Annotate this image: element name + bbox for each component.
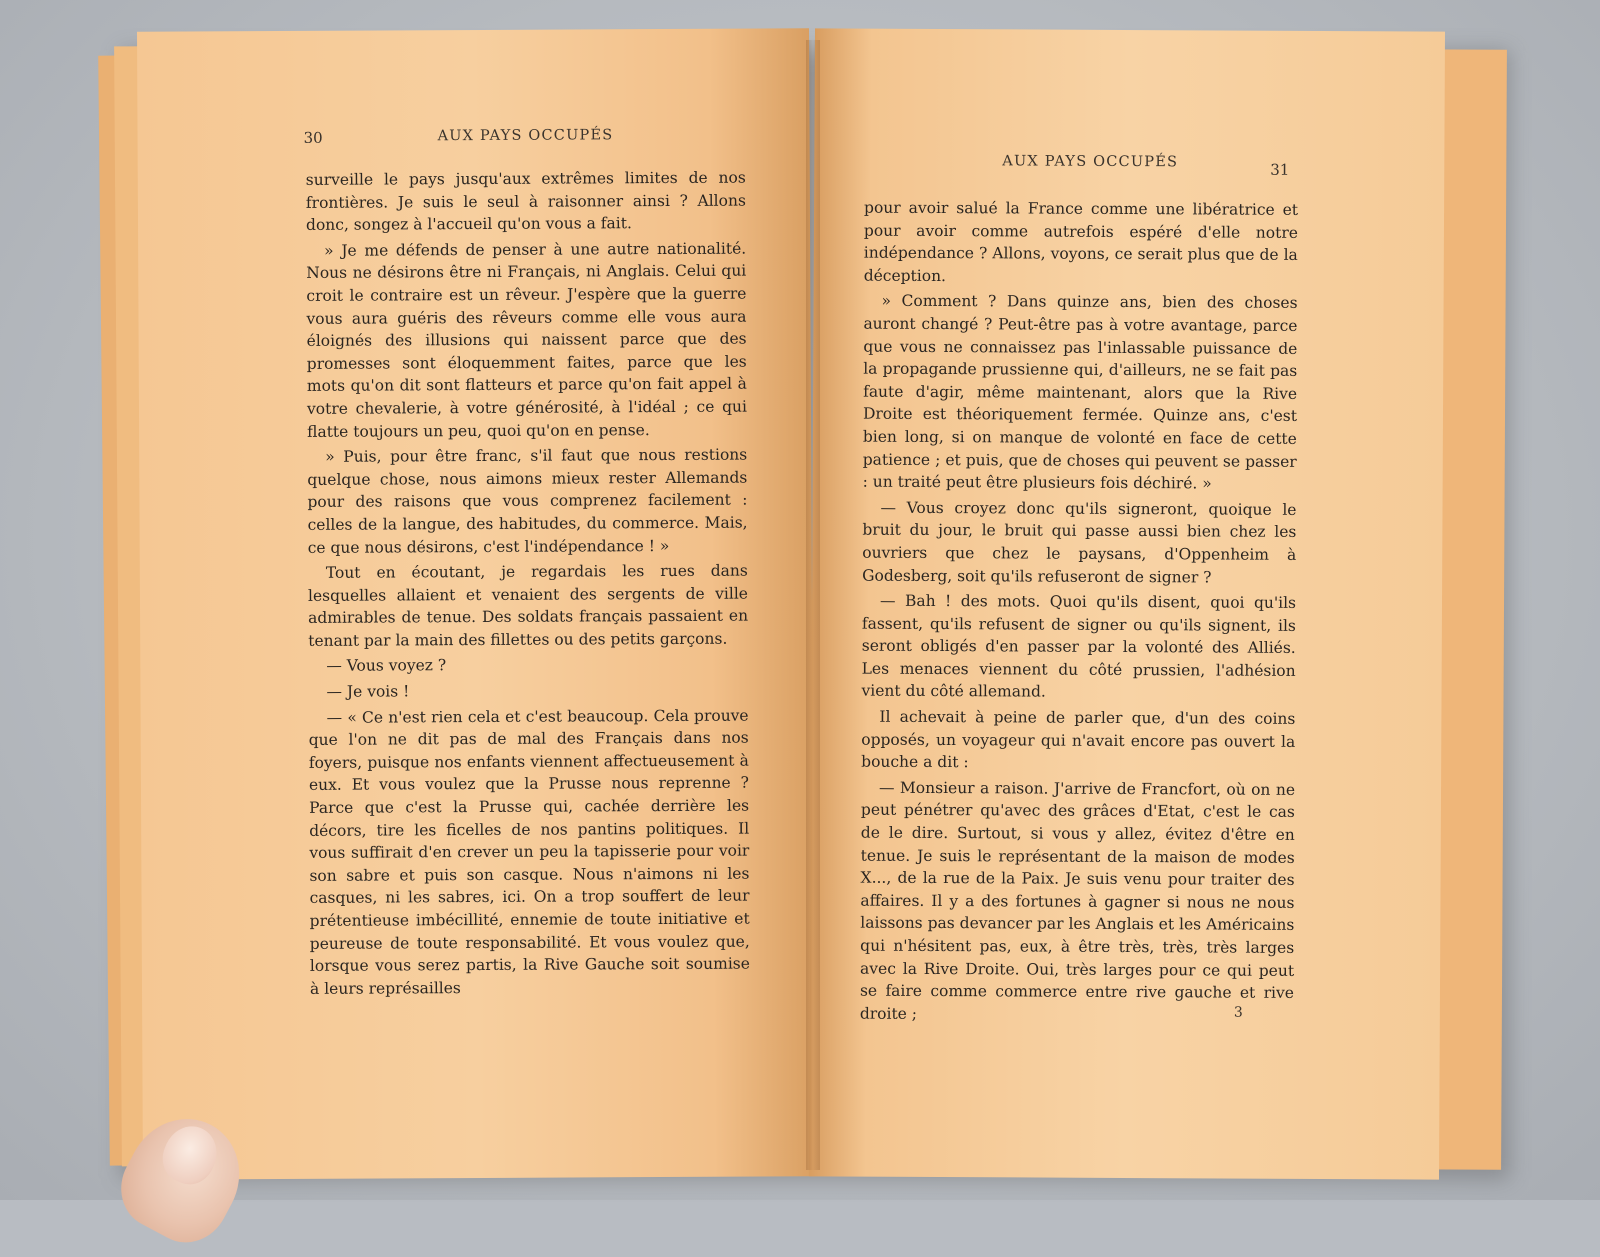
left-running-head: AUX PAYS OCCUPÉS (437, 127, 614, 145)
right-paragraph-6: — Monsieur a raison. J'arrive de Francfort, où on ne peut pénétrer qu'avec des grâces d'Etat, c'est le cas de le dire. Surtout, si vous y allez, évitez d'être en tenue. Je suis le représentant de la maison de modes X..., de la rue de la Paix. Je suis venu pour traiter des affaires. Il y a des fortunes à gagner si nous ne nous laissons pas devancer par les Anglais et les Américains qui n'hésitent pas, eux, à être très, très, très larges avec la Rive Droite. Oui, très larges pour ce qui peut se faire comme commerce entre rive gauche et rive droite ; (859, 778, 1296, 1023)
right-page (809, 28, 1445, 1179)
right-paragraph-3: — Vous croyez donc qu'ils signeront, quoique le bruit du jour, le bruit qui passe aussi bien chez les ouvriers que chez le paysans, d'Oppenheim à Godesberg, soit qu'ils refuseront de signer ? (862, 498, 1297, 586)
right-text-block (860, 197, 1298, 1031)
left-paragraph-5: — Vous voyez ? (326, 656, 447, 676)
right-paragraph-2: » Comment ? Dans quinze ans, bien des choses auront changé ? Peut-être pas à votre avantage, parce que vous ne connaissez pas l'inlassable puissance de la propagande prussienne qui, d'ailleurs, ne se fait pas faute d'agir, même maintenant, alors que la Rive Droite est théoriquement fermée. Quinze ans, c'est bien long, si on manque de volonté en face de cette patience ; et puis, que de choses qui peuvent se passer : un traité peut être plusieurs fois déchiré. » (862, 292, 1298, 493)
right-paragraph-5: Il achevait à peine de parler que, d'un des coins opposés, un voyageur qui n'avait encore pas ouvert la bouche a dit : (861, 707, 1296, 772)
book-gutter (806, 40, 820, 1170)
left-paragraph-7: — « Ce n'est rien cela et c'est beaucoup. Cela prouve que l'on ne dit pas de mal des Français dans nos foyers, puisque nos enfants viennent affectueusement à eux. Et vous voulez que la Prusse nous reprenne ? Parce que c'est la Prusse qui, cachée derrière les décors, tire les ficelles de nos pantins politiques. Il vous suffirait d'en crever un peu la tapisserie pour voir son sabre et puis son casque. Nous n'aimons ni les casques, ni les sabres, ici. On a trop souffert de leur prétentieuse imbécillité, ennemie de toute initiative et peureuse de toute responsabilité. Et vous voulez que, lorsque vous serez partis, la Rive Gauche soit soumise à leurs représailles (308, 706, 750, 998)
left-paragraph-4: Tout en écoutant, je regardais les rues dans lesquelles allaient et venaient des sergents de ville admirables de tenue. Des soldats français passaient en tenant par la main des fillettes ou des petits garçons. (307, 561, 749, 650)
left-paragraph-3: » Puis, pour être franc, s'il faut que nous restions quelque chose, nous aimons mieux rester Allemands pour des raisons que vous comprenez facilement : celles de la langue, des habitudes, du commerce. Mais, ce que nous désirons, c'est l'indépendance ! » (307, 445, 748, 557)
right-paragraph-1: pour avoir salué la France comme une libératrice et pour avoir comme autrefois espéré d'elle notre indépendance ? Allons, voyons, ce serait plus que de la déception. (863, 198, 1299, 285)
right-paragraph-4: — Bah ! des mots. Quoi qu'ils disent, quoi qu'ils fassent, qu'ils refusent de signer ou qu'ils signent, ils seront obligés d'en passer par la volonté des Alliés. Les menaces viennent du côté prussien, l'adhésion vient du côté allemand. (861, 591, 1297, 702)
left-paragraph-6: — Je vois ! (326, 682, 410, 701)
signature-mark: 3 (1233, 1004, 1243, 1021)
left-paragraph-2: » Je me défends de penser à une autre nationalité. Nous ne désirons être ni Français, ni Anglais. Celui qui croit le contraire est un rêveur. J'espère que la guerre vous aura guéris des rêveurs comme elle vous aura éloignés des illusions qui naissent parce que des promesses sont éloquemment faites, parce que les mots qu'on dit sont flatteurs et parce qu'on fait appel à votre chevalerie, à votre générosité, à l'idéal ; ce qui flatte toujours un peu, quoi qu'on en pense. (306, 239, 748, 441)
left-text-block (306, 167, 750, 1004)
right-running-head: AUX PAYS OCCUPÉS (1002, 153, 1179, 171)
left-page-number: 30 (303, 128, 323, 147)
left-paragraph-1: surveille le pays jusqu'aux extrêmes limites de nos frontières. Je suis le seul à raisonner ainsi ? Allons donc, songez à l'accueil qu'on vous a fait. (305, 168, 746, 235)
left-page (137, 28, 815, 1180)
right-page-number: 31 (1270, 160, 1290, 179)
